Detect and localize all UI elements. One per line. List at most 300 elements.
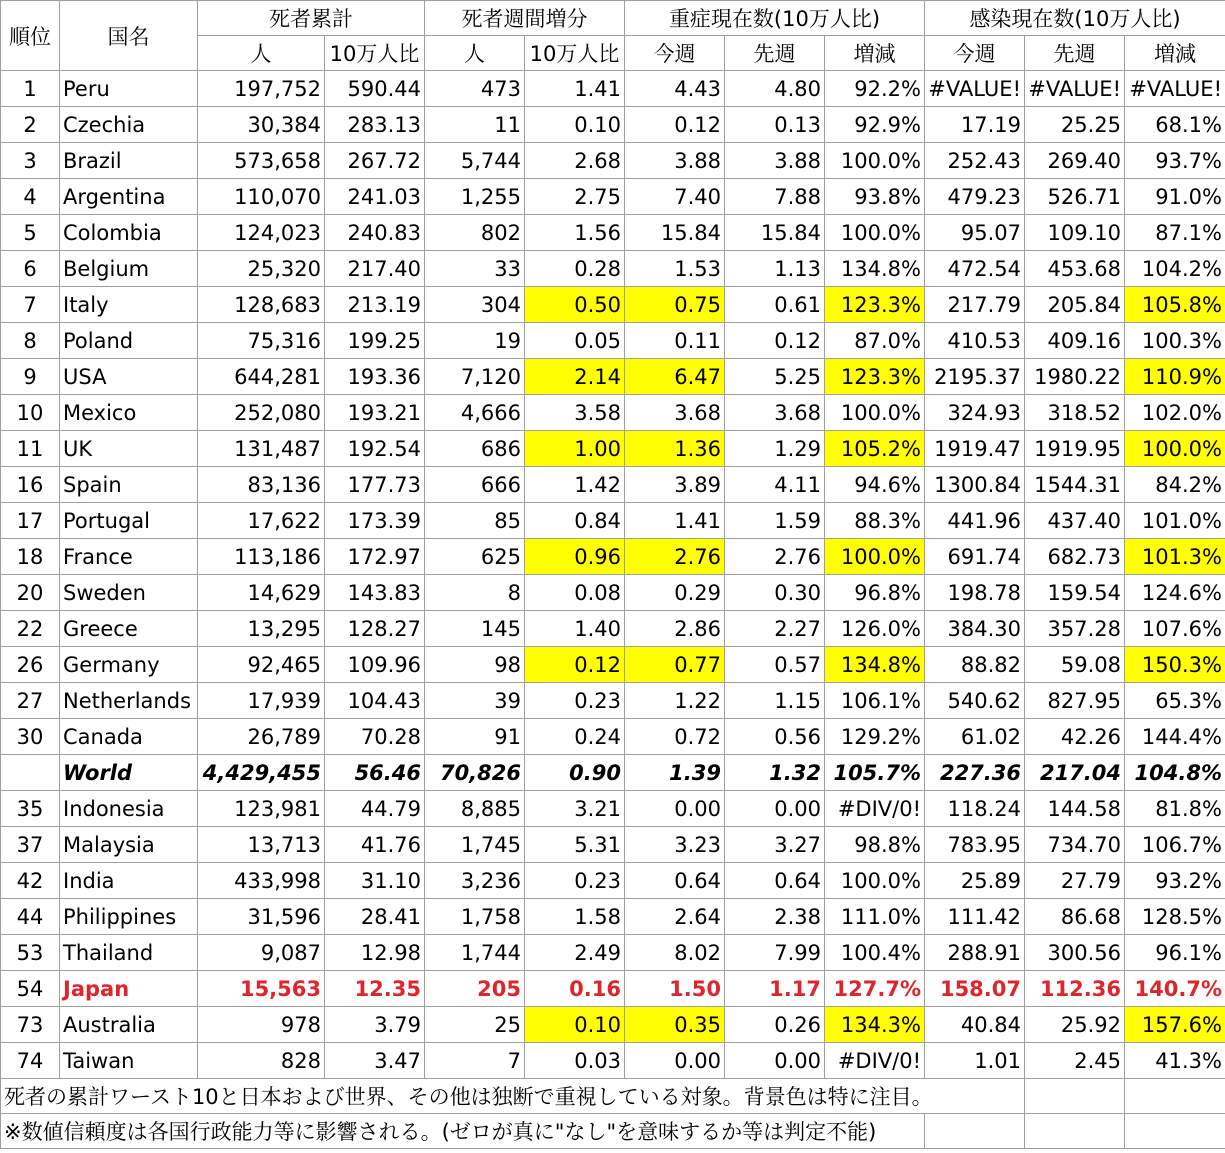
value-cell: 19 xyxy=(425,323,525,359)
value-cell: 13,713 xyxy=(198,827,325,863)
table-row xyxy=(1,431,1225,467)
value-cell: 625 xyxy=(425,539,525,575)
country-name-cell: Thailand xyxy=(60,935,198,971)
value-cell: 88.82 xyxy=(925,647,1025,683)
value-cell: 198.78 xyxy=(925,575,1025,611)
value-cell: 0.00 xyxy=(725,791,825,827)
rank-cell: 16 xyxy=(1,467,60,503)
empty-cell xyxy=(1125,1114,1225,1149)
value-cell: 131,487 xyxy=(198,431,325,467)
country-name-cell: Belgium xyxy=(60,251,198,287)
country-name-cell: Peru xyxy=(60,71,198,107)
value-cell: 205 xyxy=(425,971,525,1007)
country-name-cell: Mexico xyxy=(60,395,198,431)
value-cell: 159.54 xyxy=(1025,575,1125,611)
value-cell: 590.44 xyxy=(325,71,425,107)
empty-cell xyxy=(925,1114,1025,1149)
value-cell: 269.40 xyxy=(1025,143,1125,179)
value-cell: 252.43 xyxy=(925,143,1025,179)
rank-cell: 9 xyxy=(1,359,60,395)
rank-cell: 18 xyxy=(1,539,60,575)
value-cell: 644,281 xyxy=(198,359,325,395)
value-cell: 12.35 xyxy=(325,971,425,1007)
value-cell: 479.23 xyxy=(925,179,1025,215)
country-name-cell: Canada xyxy=(60,719,198,755)
value-cell: 93.2% xyxy=(1125,863,1225,899)
value-cell: 65.3% xyxy=(1125,683,1225,719)
rank-cell: 17 xyxy=(1,503,60,539)
value-cell: 41.76 xyxy=(325,827,425,863)
table-row xyxy=(1,683,1225,719)
value-cell: 283.13 xyxy=(325,107,425,143)
header-group-weekly-deaths: 死者週間増分 xyxy=(425,1,625,36)
value-cell: 0.00 xyxy=(725,1043,825,1079)
value-cell: 0.56 xyxy=(725,719,825,755)
value-cell: 1.42 xyxy=(525,467,625,503)
value-cell: 17.19 xyxy=(925,107,1025,143)
header-sub: 人 xyxy=(198,36,325,71)
value-cell: 68.1% xyxy=(1125,107,1225,143)
value-cell: 1,255 xyxy=(425,179,525,215)
table-row xyxy=(1,107,1225,143)
value-cell: 0.50 xyxy=(525,287,625,323)
rank-cell: 74 xyxy=(1,1043,60,1079)
table-row xyxy=(1,719,1225,755)
value-cell: 30,384 xyxy=(198,107,325,143)
rank-cell: 54 xyxy=(1,971,60,1007)
value-cell: 1.39 xyxy=(625,755,725,791)
value-cell: 59.08 xyxy=(1025,647,1125,683)
value-cell: 241.03 xyxy=(325,179,425,215)
value-cell: #DIV/0! xyxy=(825,1043,925,1079)
value-cell: 81.8% xyxy=(1125,791,1225,827)
value-cell: #DIV/0! xyxy=(825,791,925,827)
value-cell: 88.3% xyxy=(825,503,925,539)
value-cell: 734.70 xyxy=(1025,827,1125,863)
rank-cell: 37 xyxy=(1,827,60,863)
value-cell: 0.90 xyxy=(525,755,625,791)
value-cell: 111.42 xyxy=(925,899,1025,935)
table-row xyxy=(1,827,1225,863)
value-cell: 1.01 xyxy=(925,1043,1025,1079)
value-cell: 123,981 xyxy=(198,791,325,827)
value-cell: 0.12 xyxy=(625,107,725,143)
value-cell: 1.41 xyxy=(525,71,625,107)
value-cell: 15,563 xyxy=(198,971,325,1007)
value-cell: 3.47 xyxy=(325,1043,425,1079)
value-cell: 7.99 xyxy=(725,935,825,971)
value-cell: 31,596 xyxy=(198,899,325,935)
value-cell: 1.40 xyxy=(525,611,625,647)
value-cell: 2.76 xyxy=(725,539,825,575)
value-cell: 304 xyxy=(425,287,525,323)
value-cell: 0.13 xyxy=(725,107,825,143)
header-sub: 今週 xyxy=(625,36,725,71)
value-cell: 93.8% xyxy=(825,179,925,215)
value-cell: 41.3% xyxy=(1125,1043,1225,1079)
value-cell: 87.0% xyxy=(825,323,925,359)
rank-cell: 53 xyxy=(1,935,60,971)
value-cell: 110.9% xyxy=(1125,359,1225,395)
table-row xyxy=(1,611,1225,647)
value-cell: 0.26 xyxy=(725,1007,825,1043)
value-cell: 3.88 xyxy=(625,143,725,179)
header-sub: 10万人比 xyxy=(325,36,425,71)
value-cell: 2.68 xyxy=(525,143,625,179)
value-cell: 3.68 xyxy=(725,395,825,431)
value-cell: 691.74 xyxy=(925,539,1025,575)
country-name-cell: Germany xyxy=(60,647,198,683)
value-cell: 0.24 xyxy=(525,719,625,755)
value-cell: 1.13 xyxy=(725,251,825,287)
value-cell: 3.27 xyxy=(725,827,825,863)
value-cell: 104.8% xyxy=(1125,755,1225,791)
value-cell: 96.1% xyxy=(1125,935,1225,971)
note-row xyxy=(1,1079,1225,1114)
value-cell: 157.6% xyxy=(1125,1007,1225,1043)
value-cell: 0.16 xyxy=(525,971,625,1007)
value-cell: 28.41 xyxy=(325,899,425,935)
value-cell: 213.19 xyxy=(325,287,425,323)
value-cell: 978 xyxy=(198,1007,325,1043)
value-cell: 127.7% xyxy=(825,971,925,1007)
value-cell: 783.95 xyxy=(925,827,1025,863)
rank-cell: 11 xyxy=(1,431,60,467)
value-cell: 128.27 xyxy=(325,611,425,647)
value-cell: 1.17 xyxy=(725,971,825,1007)
value-cell: 61.02 xyxy=(925,719,1025,755)
value-cell: 0.11 xyxy=(625,323,725,359)
rank-cell: 3 xyxy=(1,143,60,179)
value-cell: 1.50 xyxy=(625,971,725,1007)
table-body xyxy=(1,71,1225,1149)
value-cell: 92.9% xyxy=(825,107,925,143)
value-cell: 145 xyxy=(425,611,525,647)
value-cell: 4.80 xyxy=(725,71,825,107)
table-row xyxy=(1,467,1225,503)
value-cell: 107.6% xyxy=(1125,611,1225,647)
rank-cell: 5 xyxy=(1,215,60,251)
value-cell: 0.00 xyxy=(625,791,725,827)
value-cell: 1.32 xyxy=(725,755,825,791)
value-cell: 227.36 xyxy=(925,755,1025,791)
value-cell: 91.0% xyxy=(1125,179,1225,215)
value-cell: 96.8% xyxy=(825,575,925,611)
value-cell: 100.0% xyxy=(825,395,925,431)
value-cell: 686 xyxy=(425,431,525,467)
value-cell: 0.30 xyxy=(725,575,825,611)
value-cell: 100.0% xyxy=(825,863,925,899)
value-cell: #VALUE! xyxy=(1025,71,1125,107)
country-name-cell: Argentina xyxy=(60,179,198,215)
table-row xyxy=(1,143,1225,179)
value-cell: #VALUE! xyxy=(1125,71,1225,107)
value-cell: 104.43 xyxy=(325,683,425,719)
country-name-cell: France xyxy=(60,539,198,575)
value-cell: 1.36 xyxy=(625,431,725,467)
value-cell: 0.64 xyxy=(625,863,725,899)
table-row xyxy=(1,971,1225,1007)
header-sub: 増減 xyxy=(1125,36,1225,71)
value-cell: 104.2% xyxy=(1125,251,1225,287)
value-cell: 0.03 xyxy=(525,1043,625,1079)
value-cell: 192.54 xyxy=(325,431,425,467)
value-cell: 98 xyxy=(425,647,525,683)
value-cell: 0.10 xyxy=(525,107,625,143)
value-cell: 95.07 xyxy=(925,215,1025,251)
value-cell: 0.64 xyxy=(725,863,825,899)
value-cell: 86.68 xyxy=(1025,899,1125,935)
value-cell: 2.27 xyxy=(725,611,825,647)
value-cell: 802 xyxy=(425,215,525,251)
value-cell: 3.89 xyxy=(625,467,725,503)
value-cell: 0.08 xyxy=(525,575,625,611)
value-cell: 100.0% xyxy=(825,143,925,179)
value-cell: 1,745 xyxy=(425,827,525,863)
value-cell: 3.58 xyxy=(525,395,625,431)
table-row xyxy=(1,1043,1225,1079)
rank-cell: 30 xyxy=(1,719,60,755)
rank-cell: 26 xyxy=(1,647,60,683)
note-text: ※数値信頼度は各国行政能力等に影響される。(ゼロが真に"なし"を意味するか等は判定不能) xyxy=(1,1114,925,1149)
value-cell: 1.59 xyxy=(725,503,825,539)
rank-cell: 22 xyxy=(1,611,60,647)
value-cell: 100.4% xyxy=(825,935,925,971)
value-cell: 3.88 xyxy=(725,143,825,179)
country-name-cell: Malaysia xyxy=(60,827,198,863)
value-cell: 94.6% xyxy=(825,467,925,503)
value-cell: 140.7% xyxy=(1125,971,1225,1007)
header-rank: 順位 xyxy=(1,1,60,71)
value-cell: 682.73 xyxy=(1025,539,1125,575)
country-name-cell: Indonesia xyxy=(60,791,198,827)
value-cell: 1,744 xyxy=(425,935,525,971)
value-cell: 217.40 xyxy=(325,251,425,287)
value-cell: 240.83 xyxy=(325,215,425,251)
value-cell: 410.53 xyxy=(925,323,1025,359)
value-cell: 9,087 xyxy=(198,935,325,971)
value-cell: #VALUE! xyxy=(925,71,1025,107)
value-cell: 25.92 xyxy=(1025,1007,1125,1043)
value-cell: 193.36 xyxy=(325,359,425,395)
value-cell: 4,429,455 xyxy=(198,755,325,791)
table-row xyxy=(1,503,1225,539)
value-cell: 123.3% xyxy=(825,287,925,323)
value-cell: 87.1% xyxy=(1125,215,1225,251)
value-cell: 100.0% xyxy=(825,215,925,251)
value-cell: 0.23 xyxy=(525,683,625,719)
value-cell: 12.98 xyxy=(325,935,425,971)
empty-cell xyxy=(1025,1114,1125,1149)
value-cell: 11 xyxy=(425,107,525,143)
note-text: 死者の累計ワースト10と日本および世界、その他は独断で重視している対象。背景色は特に注目。 xyxy=(1,1079,1025,1114)
value-cell: 128,683 xyxy=(198,287,325,323)
value-cell: 0.28 xyxy=(525,251,625,287)
header-row-groups xyxy=(1,1,1225,36)
value-cell: 267.72 xyxy=(325,143,425,179)
value-cell: 100.0% xyxy=(1125,431,1225,467)
value-cell: 42.26 xyxy=(1025,719,1125,755)
value-cell: 437.40 xyxy=(1025,503,1125,539)
value-cell: 109.96 xyxy=(325,647,425,683)
rank-cell: 20 xyxy=(1,575,60,611)
value-cell: 25.25 xyxy=(1025,107,1125,143)
value-cell: 106.1% xyxy=(825,683,925,719)
value-cell: 124.6% xyxy=(1125,575,1225,611)
value-cell: 123.3% xyxy=(825,359,925,395)
value-cell: 98.8% xyxy=(825,827,925,863)
value-cell: 126.0% xyxy=(825,611,925,647)
value-cell: 100.3% xyxy=(1125,323,1225,359)
value-cell: 84.2% xyxy=(1125,467,1225,503)
value-cell: 0.00 xyxy=(625,1043,725,1079)
value-cell: 134.8% xyxy=(825,251,925,287)
value-cell: 666 xyxy=(425,467,525,503)
value-cell: 3,236 xyxy=(425,863,525,899)
value-cell: 128.5% xyxy=(1125,899,1225,935)
rank-cell xyxy=(1,755,60,791)
table-row xyxy=(1,1007,1225,1043)
value-cell: 101.0% xyxy=(1125,503,1225,539)
value-cell: 7 xyxy=(425,1043,525,1079)
value-cell: 193.21 xyxy=(325,395,425,431)
value-cell: 0.29 xyxy=(625,575,725,611)
value-cell: 39 xyxy=(425,683,525,719)
value-cell: 7,120 xyxy=(425,359,525,395)
value-cell: 1.56 xyxy=(525,215,625,251)
value-cell: 540.62 xyxy=(925,683,1025,719)
value-cell: 3.68 xyxy=(625,395,725,431)
table-row xyxy=(1,395,1225,431)
rank-cell: 6 xyxy=(1,251,60,287)
value-cell: 13,295 xyxy=(198,611,325,647)
value-cell: 197,752 xyxy=(198,71,325,107)
value-cell: 0.72 xyxy=(625,719,725,755)
value-cell: 4,666 xyxy=(425,395,525,431)
value-cell: 105.8% xyxy=(1125,287,1225,323)
country-name-cell: USA xyxy=(60,359,198,395)
value-cell: 17,939 xyxy=(198,683,325,719)
table-row xyxy=(1,179,1225,215)
value-cell: 199.25 xyxy=(325,323,425,359)
value-cell: 433,998 xyxy=(198,863,325,899)
value-cell: 472.54 xyxy=(925,251,1025,287)
value-cell: 25 xyxy=(425,1007,525,1043)
header-sub: 今週 xyxy=(925,36,1025,71)
table-row xyxy=(1,215,1225,251)
country-name-cell: Greece xyxy=(60,611,198,647)
value-cell: 357.28 xyxy=(1025,611,1125,647)
table-row xyxy=(1,71,1225,107)
value-cell: 4.43 xyxy=(625,71,725,107)
value-cell: 158.07 xyxy=(925,971,1025,1007)
value-cell: 0.57 xyxy=(725,647,825,683)
value-cell: 144.4% xyxy=(1125,719,1225,755)
value-cell: 40.84 xyxy=(925,1007,1025,1043)
value-cell: 100.0% xyxy=(825,539,925,575)
value-cell: 1919.47 xyxy=(925,431,1025,467)
value-cell: 300.56 xyxy=(1025,935,1125,971)
value-cell: 75,316 xyxy=(198,323,325,359)
table-row xyxy=(1,935,1225,971)
value-cell: 205.84 xyxy=(1025,287,1125,323)
country-name-cell: Czechia xyxy=(60,107,198,143)
value-cell: 105.2% xyxy=(825,431,925,467)
country-name-cell: World xyxy=(60,755,198,791)
rank-cell: 10 xyxy=(1,395,60,431)
value-cell: 2.38 xyxy=(725,899,825,935)
value-cell: 288.91 xyxy=(925,935,1025,971)
value-cell: 70.28 xyxy=(325,719,425,755)
value-cell: 112.36 xyxy=(1025,971,1125,1007)
value-cell: 173.39 xyxy=(325,503,425,539)
value-cell: 0.35 xyxy=(625,1007,725,1043)
value-cell: 25.89 xyxy=(925,863,1025,899)
country-name-cell: Colombia xyxy=(60,215,198,251)
value-cell: 102.0% xyxy=(1125,395,1225,431)
value-cell: 2.76 xyxy=(625,539,725,575)
value-cell: 3.21 xyxy=(525,791,625,827)
value-cell: 3.23 xyxy=(625,827,725,863)
value-cell: 1.53 xyxy=(625,251,725,287)
value-cell: 85 xyxy=(425,503,525,539)
value-cell: 2.14 xyxy=(525,359,625,395)
value-cell: 2195.37 xyxy=(925,359,1025,395)
value-cell: 252,080 xyxy=(198,395,325,431)
value-cell: 172.97 xyxy=(325,539,425,575)
value-cell: 318.52 xyxy=(1025,395,1125,431)
value-cell: 1919.95 xyxy=(1025,431,1125,467)
value-cell: 2.64 xyxy=(625,899,725,935)
value-cell: 1.22 xyxy=(625,683,725,719)
rank-cell: 4 xyxy=(1,179,60,215)
empty-cell xyxy=(1125,1079,1225,1114)
value-cell: 324.93 xyxy=(925,395,1025,431)
table-row xyxy=(1,755,1225,791)
country-name-cell: Italy xyxy=(60,287,198,323)
table-row xyxy=(1,575,1225,611)
value-cell: 2.49 xyxy=(525,935,625,971)
table-row xyxy=(1,863,1225,899)
value-cell: 384.30 xyxy=(925,611,1025,647)
value-cell: 1.00 xyxy=(525,431,625,467)
value-cell: 2.75 xyxy=(525,179,625,215)
country-name-cell: Portugal xyxy=(60,503,198,539)
table-row xyxy=(1,647,1225,683)
value-cell: 409.16 xyxy=(1025,323,1125,359)
value-cell: 113,186 xyxy=(198,539,325,575)
value-cell: 92.2% xyxy=(825,71,925,107)
country-name-cell: Brazil xyxy=(60,143,198,179)
value-cell: 1980.22 xyxy=(1025,359,1125,395)
value-cell: 0.61 xyxy=(725,287,825,323)
note-row xyxy=(1,1114,1225,1149)
country-name-cell: Australia xyxy=(60,1007,198,1043)
table-row xyxy=(1,251,1225,287)
value-cell: 473 xyxy=(425,71,525,107)
country-name-cell: Spain xyxy=(60,467,198,503)
value-cell: 441.96 xyxy=(925,503,1025,539)
country-name-cell: UK xyxy=(60,431,198,467)
value-cell: 101.3% xyxy=(1125,539,1225,575)
value-cell: 70,826 xyxy=(425,755,525,791)
value-cell: 8 xyxy=(425,575,525,611)
value-cell: 4.11 xyxy=(725,467,825,503)
value-cell: 129.2% xyxy=(825,719,925,755)
header-sub: 先週 xyxy=(725,36,825,71)
value-cell: 83,136 xyxy=(198,467,325,503)
value-cell: 526.71 xyxy=(1025,179,1125,215)
